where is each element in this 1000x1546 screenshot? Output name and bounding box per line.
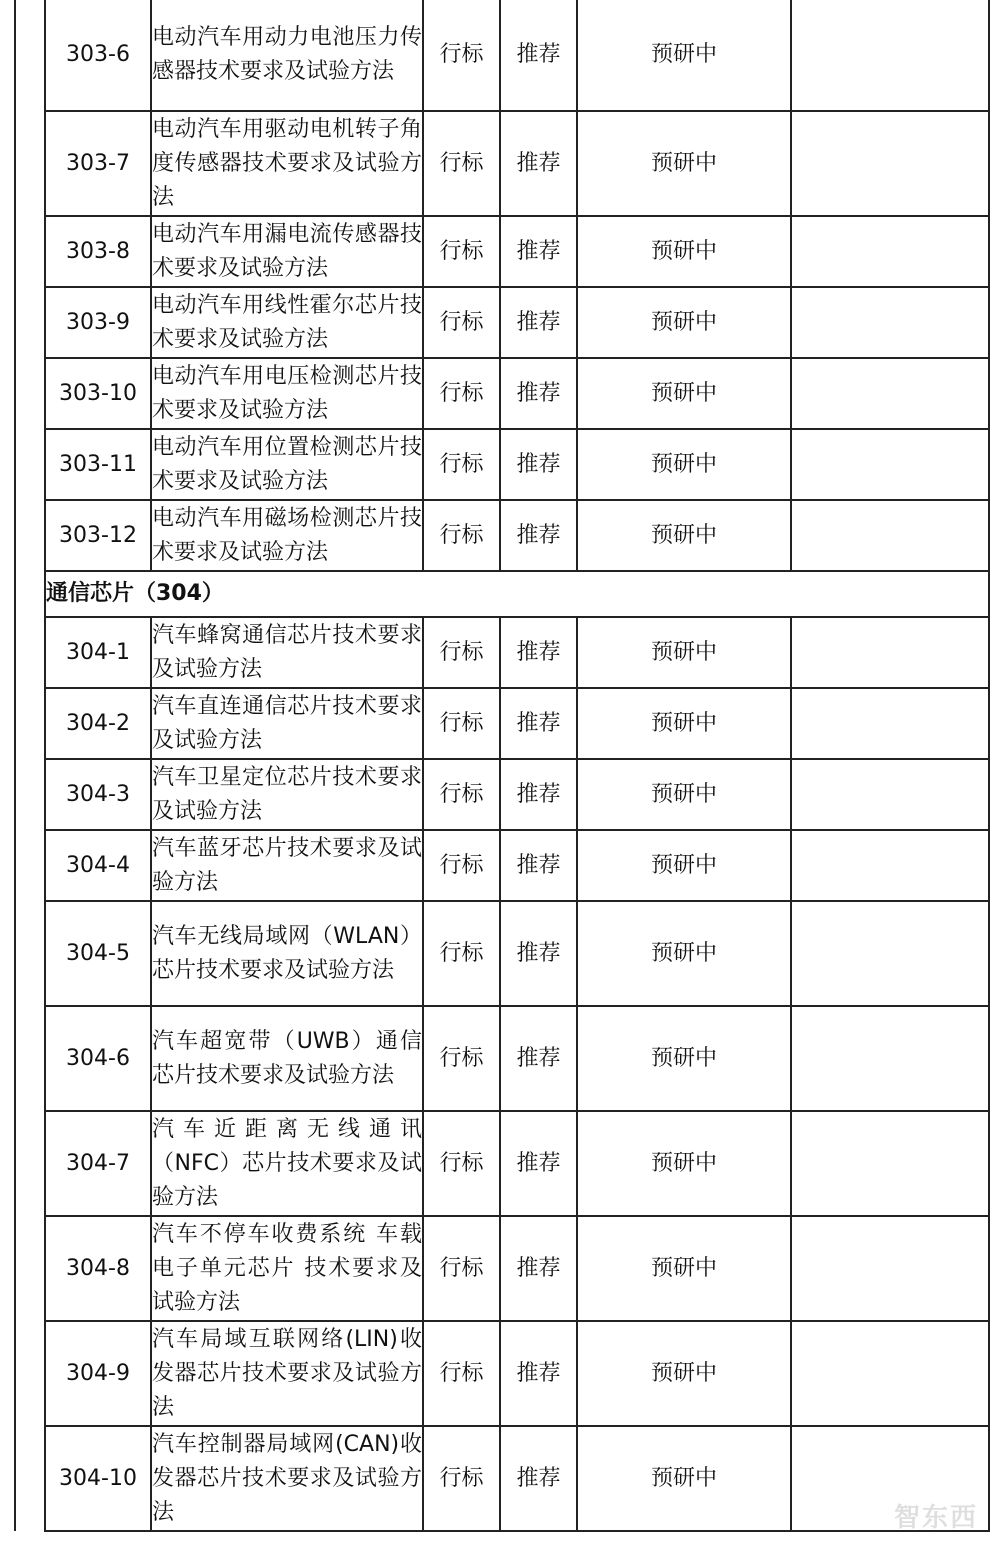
standard-id-cell: 304-8	[45, 1216, 151, 1321]
standard-status-cell: 预研中	[577, 759, 791, 830]
standard-id-cell: 304-2	[45, 688, 151, 759]
standard-note-cell	[791, 111, 989, 216]
standard-nature-cell: 推荐	[500, 1216, 577, 1321]
standard-id-cell: 304-6	[45, 1006, 151, 1111]
standard-title-cell: 汽车不停车收费系统 车载电子单元芯片 技术要求及试验方法	[151, 1216, 423, 1321]
standard-id-cell: 304-10	[45, 1426, 151, 1531]
standard-id-cell: 303-9	[45, 287, 151, 358]
standard-title-cell: 电动汽车用电压检测芯片技术要求及试验方法	[151, 358, 423, 429]
standard-nature-cell: 推荐	[500, 111, 577, 216]
standard-title-cell: 汽车控制器局域网(CAN)收发器芯片技术要求及试验方法	[151, 1426, 423, 1531]
standard-title-cell: 电动汽车用磁场检测芯片技术要求及试验方法	[151, 500, 423, 571]
standard-nature-cell: 推荐	[500, 830, 577, 901]
table-row	[45, 759, 989, 830]
table-row	[45, 0, 989, 111]
table-row	[45, 500, 989, 571]
standard-title-cell: 汽车近距离无线通讯（NFC）芯片技术要求及试验方法	[151, 1111, 423, 1216]
standard-nature-cell: 推荐	[500, 1006, 577, 1111]
standard-note-cell	[791, 0, 989, 111]
standard-type-cell: 行标	[423, 429, 500, 500]
table-row	[45, 617, 989, 688]
standard-note-cell	[791, 617, 989, 688]
standard-id-cell: 304-1	[45, 617, 151, 688]
standard-title-cell: 汽车超宽带（UWB）通信芯片技术要求及试验方法	[151, 1006, 423, 1111]
standard-id-cell: 304-9	[45, 1321, 151, 1426]
standard-type-cell: 行标	[423, 1321, 500, 1426]
standard-type-cell: 行标	[423, 901, 500, 1006]
standard-nature-cell: 推荐	[500, 1321, 577, 1426]
standard-note-cell	[791, 429, 989, 500]
standard-status-cell: 预研中	[577, 1006, 791, 1111]
standard-nature-cell: 推荐	[500, 216, 577, 287]
standard-nature-cell: 推荐	[500, 0, 577, 111]
standard-status-cell: 预研中	[577, 429, 791, 500]
table-row	[45, 216, 989, 287]
table-row	[45, 358, 989, 429]
standard-title-cell: 汽车蜂窝通信芯片技术要求及试验方法	[151, 617, 423, 688]
standard-title-cell: 电动汽车用动力电池压力传感器技术要求及试验方法	[151, 0, 423, 111]
standard-id-cell: 303-10	[45, 358, 151, 429]
standard-status-cell: 预研中	[577, 1216, 791, 1321]
standard-note-cell	[791, 901, 989, 1006]
standard-title-cell: 电动汽车用线性霍尔芯片技术要求及试验方法	[151, 287, 423, 358]
standard-type-cell: 行标	[423, 1006, 500, 1111]
table-row	[45, 688, 989, 759]
standard-nature-cell: 推荐	[500, 688, 577, 759]
standard-note-cell	[791, 500, 989, 571]
standard-nature-cell: 推荐	[500, 429, 577, 500]
table-row	[45, 111, 989, 216]
left-border-line	[14, 0, 16, 1531]
standard-note-cell	[791, 830, 989, 901]
standard-status-cell: 预研中	[577, 287, 791, 358]
standard-title-cell: 汽车卫星定位芯片技术要求及试验方法	[151, 759, 423, 830]
standard-title-cell: 电动汽车用驱动电机转子角度传感器技术要求及试验方法	[151, 111, 423, 216]
standard-type-cell: 行标	[423, 1216, 500, 1321]
standard-note-cell	[791, 1006, 989, 1111]
standard-nature-cell: 推荐	[500, 287, 577, 358]
standard-note-cell	[791, 688, 989, 759]
standard-note-cell	[791, 358, 989, 429]
standard-type-cell: 行标	[423, 1426, 500, 1531]
standard-id-cell: 303-12	[45, 500, 151, 571]
standard-type-cell: 行标	[423, 287, 500, 358]
standard-note-cell	[791, 1321, 989, 1426]
table-row	[45, 1111, 989, 1216]
standard-id-cell: 304-3	[45, 759, 151, 830]
standard-id-cell: 303-7	[45, 111, 151, 216]
table-row	[45, 1006, 989, 1111]
standard-title-cell: 汽车蓝牙芯片技术要求及试验方法	[151, 830, 423, 901]
standard-title-cell: 汽车直连通信芯片技术要求及试验方法	[151, 688, 423, 759]
table-row	[45, 830, 989, 901]
standard-title-cell: 汽车局域互联网络(LIN)收发器芯片技术要求及试验方法	[151, 1321, 423, 1426]
standard-nature-cell: 推荐	[500, 1111, 577, 1216]
table-row	[45, 429, 989, 500]
standard-type-cell: 行标	[423, 688, 500, 759]
section-heading: 通信芯片（304）	[45, 571, 989, 617]
standard-title-cell: 电动汽车用位置检测芯片技术要求及试验方法	[151, 429, 423, 500]
standard-status-cell: 预研中	[577, 1426, 791, 1531]
standard-title-cell: 汽车无线局域网（WLAN）芯片技术要求及试验方法	[151, 901, 423, 1006]
standard-type-cell: 行标	[423, 759, 500, 830]
standards-table-body	[45, 0, 989, 1531]
standard-note-cell	[791, 1111, 989, 1216]
standard-status-cell: 预研中	[577, 901, 791, 1006]
standard-status-cell: 预研中	[577, 111, 791, 216]
standard-id-cell: 303-8	[45, 216, 151, 287]
standard-type-cell: 行标	[423, 617, 500, 688]
table-row	[45, 287, 989, 358]
table-row	[45, 1216, 989, 1321]
standard-note-cell	[791, 287, 989, 358]
standard-type-cell: 行标	[423, 830, 500, 901]
standards-table	[44, 0, 990, 1532]
standard-note-cell	[791, 1216, 989, 1321]
standard-type-cell: 行标	[423, 358, 500, 429]
standard-nature-cell: 推荐	[500, 759, 577, 830]
standard-nature-cell: 推荐	[500, 500, 577, 571]
standard-nature-cell: 推荐	[500, 617, 577, 688]
standard-nature-cell: 推荐	[500, 901, 577, 1006]
standard-status-cell: 预研中	[577, 0, 791, 111]
standard-id-cell: 304-4	[45, 830, 151, 901]
standard-status-cell: 预研中	[577, 617, 791, 688]
standard-title-cell: 电动汽车用漏电流传感器技术要求及试验方法	[151, 216, 423, 287]
standard-status-cell: 预研中	[577, 216, 791, 287]
table-row	[45, 1321, 989, 1426]
standard-status-cell: 预研中	[577, 358, 791, 429]
standard-type-cell: 行标	[423, 216, 500, 287]
standard-note-cell	[791, 216, 989, 287]
standard-status-cell: 预研中	[577, 830, 791, 901]
standard-status-cell: 预研中	[577, 1321, 791, 1426]
standard-type-cell: 行标	[423, 111, 500, 216]
standard-type-cell: 行标	[423, 1111, 500, 1216]
standard-id-cell: 304-7	[45, 1111, 151, 1216]
table-row	[45, 901, 989, 1006]
watermark-logo: 智东西	[893, 1503, 978, 1533]
table-row	[45, 1426, 989, 1531]
standard-status-cell: 预研中	[577, 1111, 791, 1216]
standard-note-cell	[791, 759, 989, 830]
standard-id-cell: 304-5	[45, 901, 151, 1006]
standard-id-cell: 303-6	[45, 0, 151, 111]
standard-type-cell: 行标	[423, 0, 500, 111]
standard-nature-cell: 推荐	[500, 1426, 577, 1531]
standard-status-cell: 预研中	[577, 688, 791, 759]
standard-type-cell: 行标	[423, 500, 500, 571]
standard-nature-cell: 推荐	[500, 358, 577, 429]
standard-status-cell: 预研中	[577, 500, 791, 571]
section-header-row	[45, 571, 989, 617]
standard-id-cell: 303-11	[45, 429, 151, 500]
